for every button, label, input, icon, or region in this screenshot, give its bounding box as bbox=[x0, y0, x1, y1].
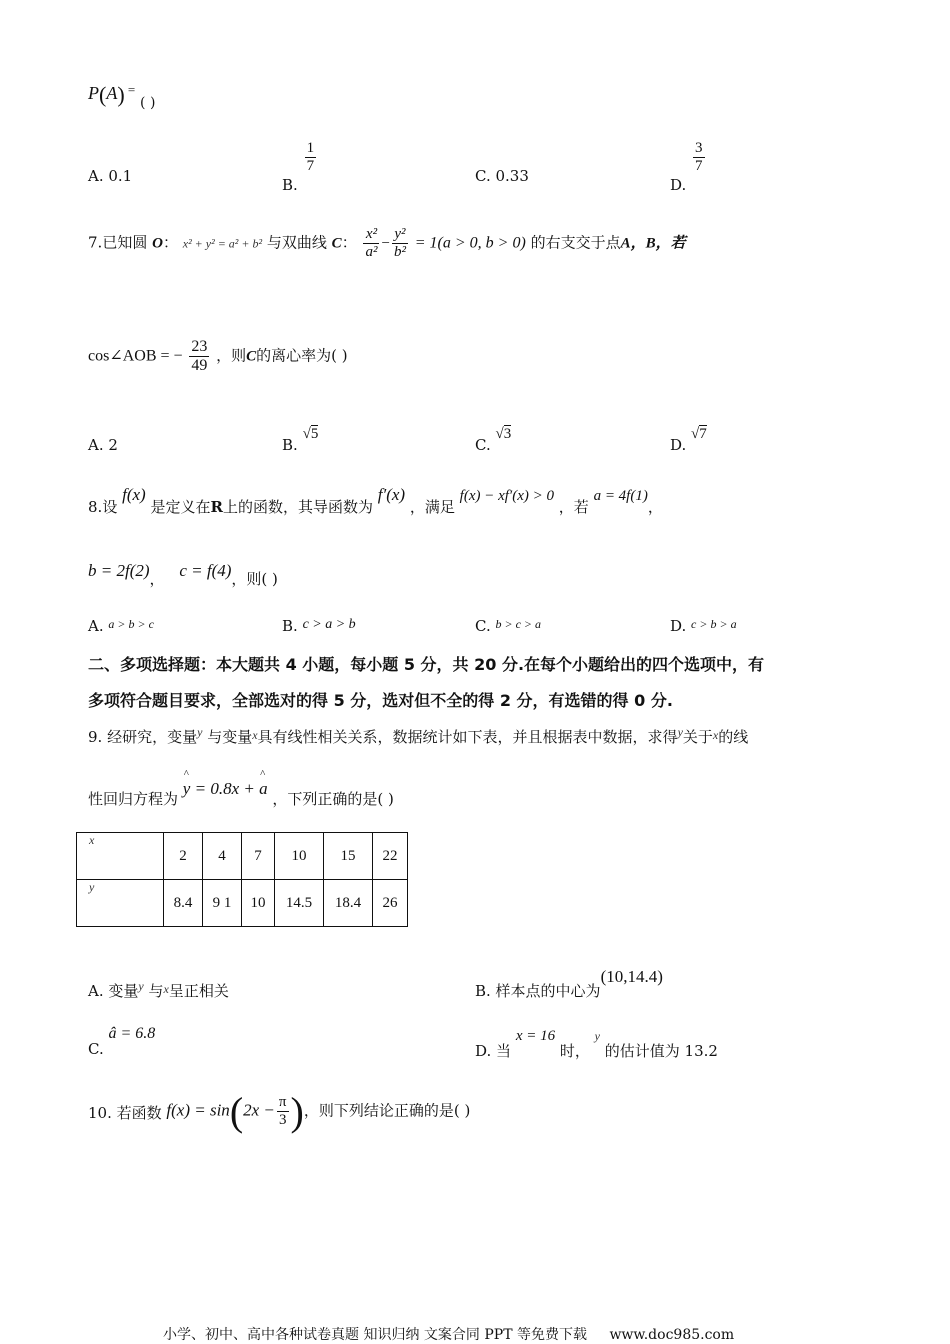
q9-data-table bbox=[76, 832, 408, 927]
table-row: y 8.4 9 1 10 14.5 18.4 26 bbox=[77, 880, 408, 927]
sqrt-icon: √7 bbox=[691, 426, 707, 442]
q7-option-d: D. √7 bbox=[670, 426, 707, 454]
q7-y-frac: $\frac{\text{y²}}{\text{b²}}$ bbox=[393, 226, 406, 260]
q8-stem-line1: 8.设 f(x) 是定义在R上的函数，其导函数为 f′(x) ，满足 f(x) − xf′(x) > 0 ，若 a = 4f(1)， bbox=[88, 485, 663, 516]
q8-option-a: A. $^{a > b > c}$ bbox=[88, 617, 154, 635]
q9-option-c: C. â = 6.8 bbox=[88, 1025, 156, 1058]
regression-equation: ^ y = 0.8x + ^ a bbox=[183, 779, 268, 798]
section2-line2: 多项符合题目要求，全部选对的得 5 分，选对但不全的得 2 分，有选错的得 0 分. bbox=[88, 691, 673, 710]
q7-x-frac: $\frac{\text{x²}}{\text{a²}}$ bbox=[365, 226, 378, 260]
q8-option-b: B. c > a > b bbox=[282, 617, 356, 635]
table-row: x 2 4 7 10 15 22 bbox=[77, 833, 408, 880]
q6-option-d: D. $\frac{3}{7}$ bbox=[670, 140, 703, 194]
q10-stem: 10. 若函数 f(x) = sin(2x − $\frac{\pi}{3}$ )，则下列结论正确的是( ) bbox=[88, 1089, 471, 1134]
footer-link[interactable]: www.doc985.com bbox=[609, 1327, 735, 1343]
q9-option-a: A. 变量$^y$ 与$^x$呈正相关 bbox=[88, 979, 229, 1000]
q6-prompt: P(A) = ( ) bbox=[88, 82, 156, 111]
q6-b-fraction: $\frac{1}{7}$ bbox=[306, 140, 315, 174]
q7-option-b: B. √5 bbox=[282, 426, 319, 454]
q9-stem-line1: 9. 经研究，变量$^y$ 与变量$^x$具有线性相关关系，数据统计如下表，并且根据表中数据，求得$^y$关于$^x$的线 bbox=[88, 725, 749, 746]
q7-stem-line2: cos∠AOB = − $\frac{23}{49}$ ，则C的离心率为( ) bbox=[88, 338, 348, 374]
section2-line1: 二、多项选择题：本大题共 4 小题，每小题 5 分，共 20 分.在每个小题给出的四个选项中，有 bbox=[88, 655, 765, 674]
q9-option-d: D. 当 x = 16 时， y 的估计值为 13.2 bbox=[475, 1028, 718, 1060]
q10-fraction: $\frac{\pi}{3}$ bbox=[278, 1094, 287, 1128]
q6-d-fraction: $\frac{3}{7}$ bbox=[695, 140, 703, 174]
q6-option-a: A. 0.1 bbox=[88, 167, 133, 185]
sqrt-icon: √3 bbox=[495, 426, 512, 442]
sqrt-icon: √5 bbox=[302, 426, 319, 442]
q8-stem-line2: b = 2f(2)， c = f(4)，则( ) bbox=[88, 561, 278, 588]
q7-option-c: C. √3 bbox=[475, 426, 512, 454]
q9-stem-line2: 性回归方程为 ^ y = 0.8x + ^ a ，下列正确的是( ) bbox=[88, 778, 394, 799]
footer-text: 小学、初中、高中各种试卷真题 知识归纳 文案合同 PPT 等免费下载 www.doc985.com bbox=[163, 1327, 735, 1343]
q8-option-d: D. $^{c > b > a}$ bbox=[670, 617, 737, 635]
q7-cos-fraction: $\frac{23}{49}$ bbox=[191, 338, 208, 374]
q8-option-c: C. $^{b > c > a}$ bbox=[475, 617, 542, 635]
q6-option-c: C. 0.33 bbox=[475, 167, 529, 185]
q6-option-b: B. $\frac{1}{7}$ bbox=[282, 140, 315, 194]
q9-option-b: B. 样本点的中心为(10,14.4) bbox=[475, 967, 663, 1000]
q7-stem-line1: 7.已知圆 O： x² + y² = a² + b² 与双曲线 C： $\frac{\text{x²}}{\text{a²}}$ − $\frac{\text{y²}}{\text{b²}}$ = 1(a > 0, b > 0) 的右支交于点A，B，若 bbox=[88, 226, 686, 260]
q7-option-a: A. 2 bbox=[88, 436, 118, 454]
